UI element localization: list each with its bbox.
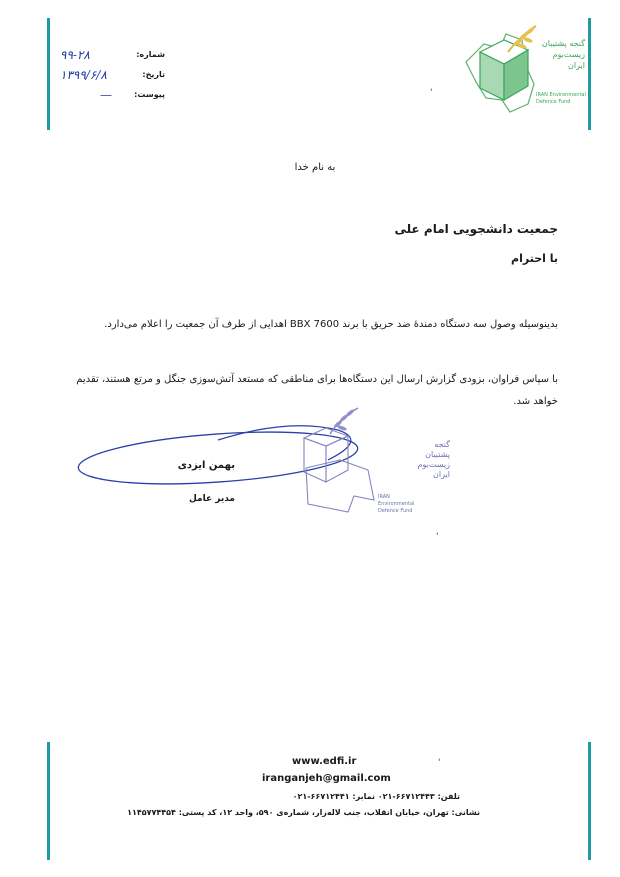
date-row [60,68,165,88]
margin-mark: ' [430,88,433,98]
left-edge-bar [47,18,50,130]
basmala: به نام خدا [294,162,336,173]
number-label: شماره: [136,50,165,59]
margin-mark: ' [438,758,441,768]
paragraph-1: بدینوسیله وصول سه دستگاه دمندهٔ ضد حریق با برند BBX 7600 اهدایی از طرف آن جمعیت را اعلام می‌دارد. [104,319,558,330]
date-value: ۱۳۹۹/۶/۸ [60,68,107,82]
paragraph-2: با سپاس فراوان، بزودی گزارش ارسال این دستگاه‌ها برای مناطقی که مستعد آتش‌سوزی جنگل و مرتع هستند، تقدیم خواهد شد. [76,374,558,407]
number-value: ۹۹-۲۸ [60,48,90,62]
stamp-english-text: IRAN Environmental Defence Fund [378,494,415,514]
footer-phone: تلفن: ۶۶۷۱۲۴۴۳-۰۲۱ نمابر: ۶۶۷۱۲۴۴۱-۰۲۱ [292,792,460,801]
footer-address: نشانی: تهران، خیابان انقلاب، جنب لاله‌زار، شماره‌ی ۵۹۰، واحد ۱۲، کد پستی: ۱۱۴۵۷۷۴۴۵۴ [127,808,480,817]
number-row [60,48,165,68]
greeting: با احترام [511,252,558,265]
stamp-persian-text: گنجه پشتیبان زیست‌بوم ایران [417,440,450,479]
right-edge-bar [588,18,591,130]
margin-mark: ' [436,532,439,542]
logo-persian-text: گنجه پشتیبان زیست‌بوم ایران [541,39,585,70]
letter-meta [60,48,165,108]
logo-english-text: IRAN Environmental Defence Fund [536,92,586,105]
attachment-label: پیوست: [134,90,165,99]
right-bottom-edge-bar [588,742,591,860]
footer-email: iranganjeh@gmail.com [262,773,391,784]
signatory-name: بهمن ایزدی [177,460,235,471]
left-bottom-edge-bar [47,742,50,860]
addressee: جمعیت دانشجویی امام علی [394,222,558,236]
attachment-value: — [100,88,112,102]
attachment-row [60,88,165,108]
date-label: تاریخ: [142,70,165,79]
signatory-title: مدیر عامل [188,494,235,504]
footer-website: www.edfi.ir [292,756,357,767]
